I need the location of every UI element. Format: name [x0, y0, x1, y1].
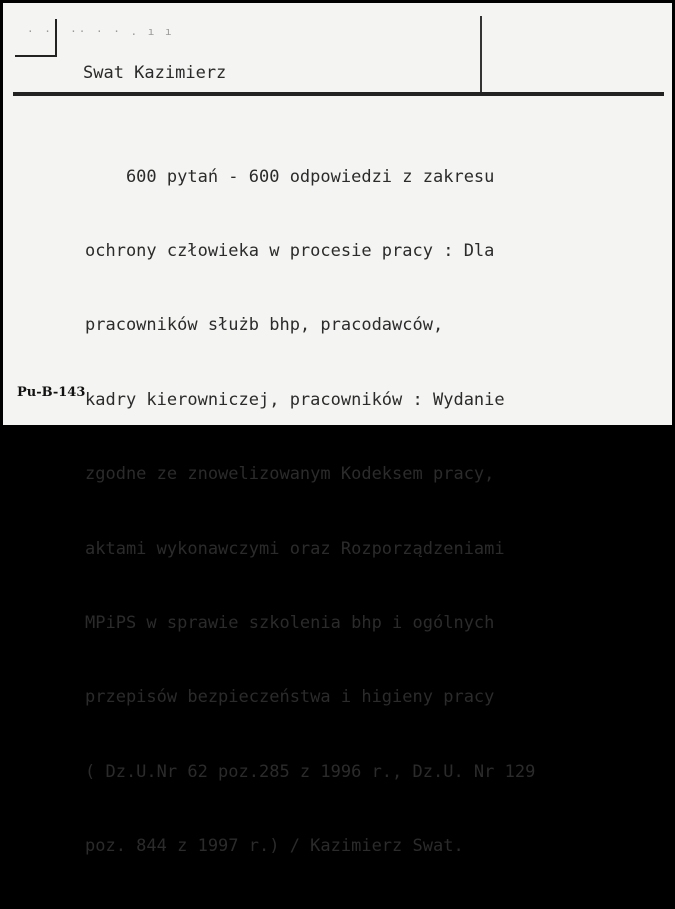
vertical-rule — [480, 16, 482, 94]
description-line: poz. 844 z 1997 r.) / Kazimierz Swat. — [85, 836, 464, 857]
faded-header-text: · · ·· · · . ı ı — [27, 25, 174, 38]
author-heading: Swat Kazimierz — [83, 63, 227, 83]
bibliographic-description — [85, 115, 645, 909]
description-line: zgodne ze znowelizowanym Kodeksem pracy, — [85, 464, 495, 485]
description-line: ( Dz.U.Nr 62 poz.285 z 1996 r., Dz.U. Nr 129 — [85, 761, 536, 782]
description-line: kadry kierowniczej, pracowników : Wydanie — [85, 389, 505, 410]
description-line: 600 pytań - 600 odpowiedzi z zakresu — [85, 166, 495, 187]
catalog-card — [3, 3, 672, 857]
description-line: przepisów bezpieczeństwa i higieny pracy — [85, 687, 495, 708]
description-line: MPiPS w sprawie szkolenia bhp i ogólnych — [85, 612, 495, 633]
shelf-mark: Pu-B-143 — [17, 385, 86, 400]
description-line: ochrony człowieka w procesie pracy : Dla — [85, 240, 495, 261]
description-line: pracowników służb bhp, pracodawców, — [85, 315, 444, 336]
horizontal-rule — [13, 92, 664, 96]
description-line: aktami wykonawczymi oraz Rozporządzeniami — [85, 538, 505, 559]
